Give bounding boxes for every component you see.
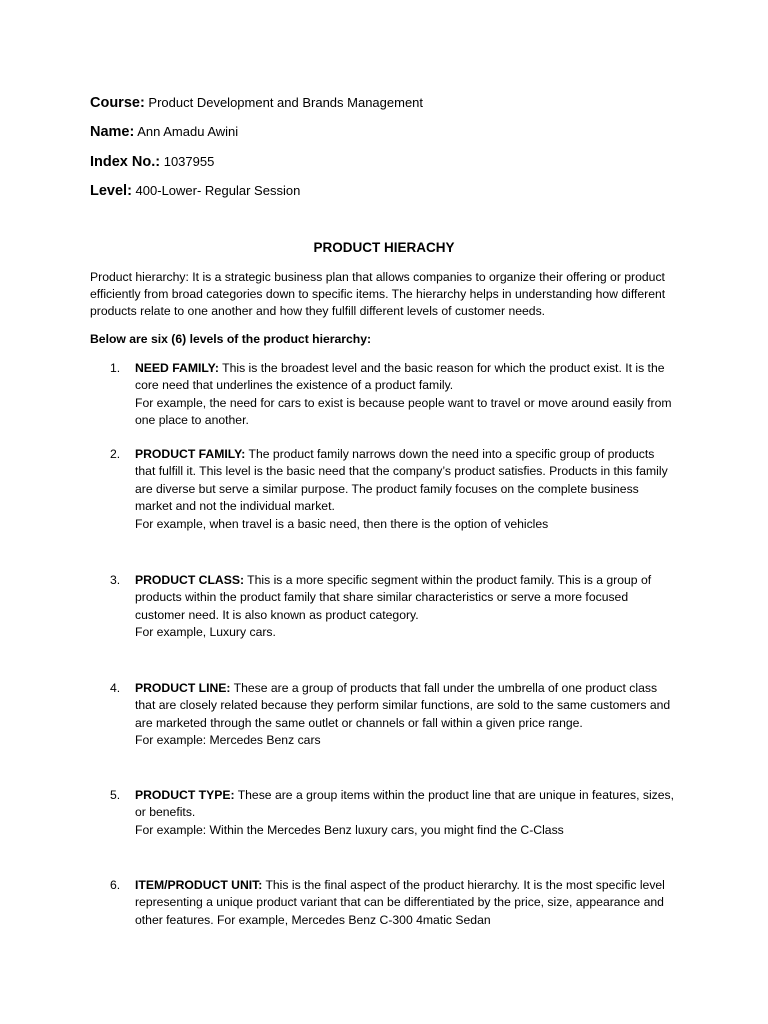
level-value: 400-Lower- Regular Session	[135, 183, 301, 198]
item-example: For example, Luxury cars.	[135, 625, 276, 640]
item-number: 3.	[110, 573, 121, 587]
item-term: PRODUCT TYPE:	[135, 788, 235, 802]
list-item	[110, 877, 675, 929]
item-term: NEED FAMILY:	[135, 361, 219, 375]
list-item	[110, 572, 675, 642]
item-number: 1.	[110, 361, 121, 375]
item-example: For example, when travel is a basic need, then there is the option of vehicles	[135, 516, 549, 531]
course-line	[90, 94, 423, 112]
item-text: The product family narrows down the need into a specific group of products that fulfill it. This level is the basic need that the company’s product satisfies. Products in this family are diverse but serve a similar purpose. The product family focuses on the complete business market and not the individual market.	[135, 447, 668, 514]
index-line	[90, 153, 214, 171]
item-number: 2.	[110, 447, 121, 461]
list-item	[110, 360, 675, 430]
level-label: Level:	[90, 183, 132, 199]
item-text: This is the final aspect of the product hierarchy. It is the most specific level representing a unique product variant that can be differentiated by the price, size, appearance and other features. For example, Mercedes Benz C-300 4matic Sedan	[135, 878, 665, 927]
intro-paragraph: Product hierarchy: It is a strategic business plan that allows companies to organize their offering or product efficiently from broad categories down to specific items. The hierarchy helps in understanding how different products relate to one another and how they fulfill different levels of customer needs.	[90, 270, 666, 319]
item-number: 5.	[110, 788, 121, 802]
document-title: PRODUCT HIERACHY	[313, 240, 455, 255]
list-item	[110, 446, 675, 533]
course-label: Course:	[90, 95, 145, 111]
levels-lead: Below are six (6) levels of the product hierarchy:	[90, 332, 372, 346]
index-value: 1037955	[163, 154, 215, 169]
item-term: PRODUCT CLASS:	[135, 573, 245, 587]
list-item	[110, 787, 675, 839]
course-value: Product Development and Brands Management	[148, 95, 424, 110]
name-value: Ann Amadu Awini	[137, 124, 239, 139]
index-label: Index No.:	[90, 154, 161, 170]
item-text: This is a more specific segment within the product family. This is a group of products within the product family that share similar characteristics or serve a more focused customer need. It is also known as product category.	[135, 573, 652, 622]
item-term: ITEM/PRODUCT UNIT:	[135, 878, 263, 892]
item-text: This is the broadest level and the basic reason for which the product exist. It is the core need that underlines the existence of a product family.	[135, 361, 665, 393]
name-label: Name:	[90, 124, 135, 140]
level-line	[90, 182, 300, 200]
list-item	[110, 680, 675, 750]
item-term: PRODUCT FAMILY:	[135, 447, 246, 461]
item-example: For example: Mercedes Benz cars	[135, 733, 321, 748]
name-line	[90, 123, 238, 141]
item-text: These are a group of products that fall under the umbrella of one product class that are closely related because they perform similar functions, are sold to the same customers and are marketed through the same outlet or channels or fall within a given price range.	[135, 681, 671, 730]
item-example: For example, the need for cars to exist is because people want to travel or move around easily from one place to another.	[135, 395, 672, 428]
item-term: PRODUCT LINE:	[135, 681, 231, 695]
item-example: For example: Within the Mercedes Benz luxury cars, you might find the C-Class	[135, 822, 564, 837]
item-number: 4.	[110, 681, 121, 695]
item-text: These are a group items within the product line that are unique in features, sizes, or benefits.	[135, 788, 674, 820]
item-number: 6.	[110, 878, 121, 892]
